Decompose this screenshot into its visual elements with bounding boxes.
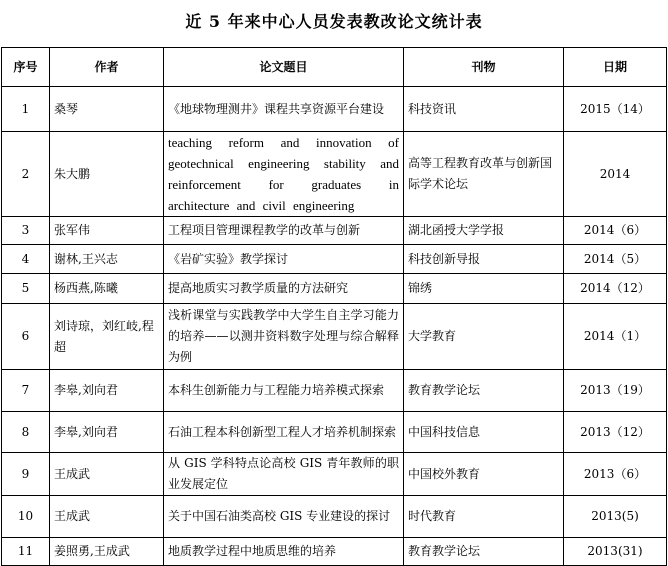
cell-no: 10 [2,496,50,538]
cell-date: 2014（12） [564,274,667,304]
cell-author: 桑琴 [50,87,164,132]
header-row [2,48,667,87]
cell-journal: 科技资讯 [404,87,564,132]
cell-paper-title: 地质教学过程中地质思维的培养 [164,538,404,566]
cell-no: 5 [2,274,50,304]
cell-no: 8 [2,412,50,453]
table-row [2,274,667,304]
cell-paper-title: 关于中国石油类高校 GIS 专业建设的探讨 [164,496,404,538]
cell-journal: 教育教学论坛 [404,538,564,566]
cell-paper-title: 提高地质实习教学质量的方法研究 [164,274,404,304]
cell-date: 2014（1） [564,304,667,370]
table-row [2,217,667,245]
header-no: 序号 [2,48,50,87]
cell-paper-title: 《地球物理测井》课程共享资源平台建设 [164,87,404,132]
cell-author: 刘诗琼，刘红岐,程超 [50,304,164,370]
header-journal: 刊物 [404,48,564,87]
cell-author: 谢林,王兴志 [50,245,164,274]
cell-journal: 湖北函授大学学报 [404,217,564,245]
header-date: 日期 [564,48,667,87]
cell-journal: 中国校外教育 [404,453,564,496]
cell-author: 姜照勇,王成武 [50,538,164,566]
cell-journal: 时代教育 [404,496,564,538]
cell-journal: 科技创新导报 [404,245,564,274]
cell-paper-title: 从 GIS 学科特点论高校 GIS 青年教师的职业发展定位 [164,453,404,496]
cell-date: 2014（5） [564,245,667,274]
table-row [2,87,667,132]
cell-journal: 大学教育 [404,304,564,370]
cell-no: 9 [2,453,50,496]
table-row [2,304,667,370]
header-paper-title: 论文题目 [164,48,404,87]
cell-journal: 教育教学论坛 [404,370,564,412]
cell-no: 1 [2,87,50,132]
statistics-table [1,47,667,566]
cell-date: 2013(5) [564,496,667,538]
cell-paper-title: 《岩矿实验》教学探讨 [164,245,404,274]
cell-date: 2013(31) [564,538,667,566]
header-author: 作者 [50,48,164,87]
cell-author: 李皋,刘向君 [50,370,164,412]
cell-author: 李皋,刘向君 [50,412,164,453]
cell-paper-title: teaching reform and innovation of geotechnical engineering stability and reinforcement for graduates in architecture and civil engineering [164,132,404,217]
cell-date: 2013（19） [564,370,667,412]
cell-journal: 中国科技信息 [404,412,564,453]
cell-paper-title: 本科生创新能力与工程能力培养模式探索 [164,370,404,412]
cell-paper-title: 浅析课堂与实践教学中大学生自主学习能力的培养——以测井资料数字处理与综合解释为例 [164,304,404,370]
table-row [2,370,667,412]
cell-date: 2015（14） [564,87,667,132]
table-row [2,245,667,274]
table-row [2,538,667,566]
table-row [2,496,667,538]
cell-no: 3 [2,217,50,245]
cell-author: 王成武 [50,453,164,496]
cell-author: 张军伟 [50,217,164,245]
table-row [2,132,667,217]
cell-date: 2013（12） [564,412,667,453]
table-row [2,453,667,496]
cell-no: 4 [2,245,50,274]
cell-no: 6 [2,304,50,370]
cell-author: 杨西燕,陈曦 [50,274,164,304]
cell-date: 2014（6） [564,217,667,245]
cell-journal: 锦绣 [404,274,564,304]
cell-date: 2014 [564,132,667,217]
cell-paper-title: 工程项目管理课程教学的改革与创新 [164,217,404,245]
cell-no: 2 [2,132,50,217]
cell-author: 王成武 [50,496,164,538]
cell-author: 朱大鹏 [50,132,164,217]
page-title: 近 5 年来中心人员发表教改论文统计表 [185,12,483,31]
cell-no: 7 [2,370,50,412]
table-row [2,412,667,453]
cell-paper-title: 石油工程本科创新型工程人才培养机制探索 [164,412,404,453]
cell-no: 11 [2,538,50,566]
cell-date: 2013（6） [564,453,667,496]
cell-journal: 高等工程教育改革与创新国际学术论坛 [404,132,564,217]
